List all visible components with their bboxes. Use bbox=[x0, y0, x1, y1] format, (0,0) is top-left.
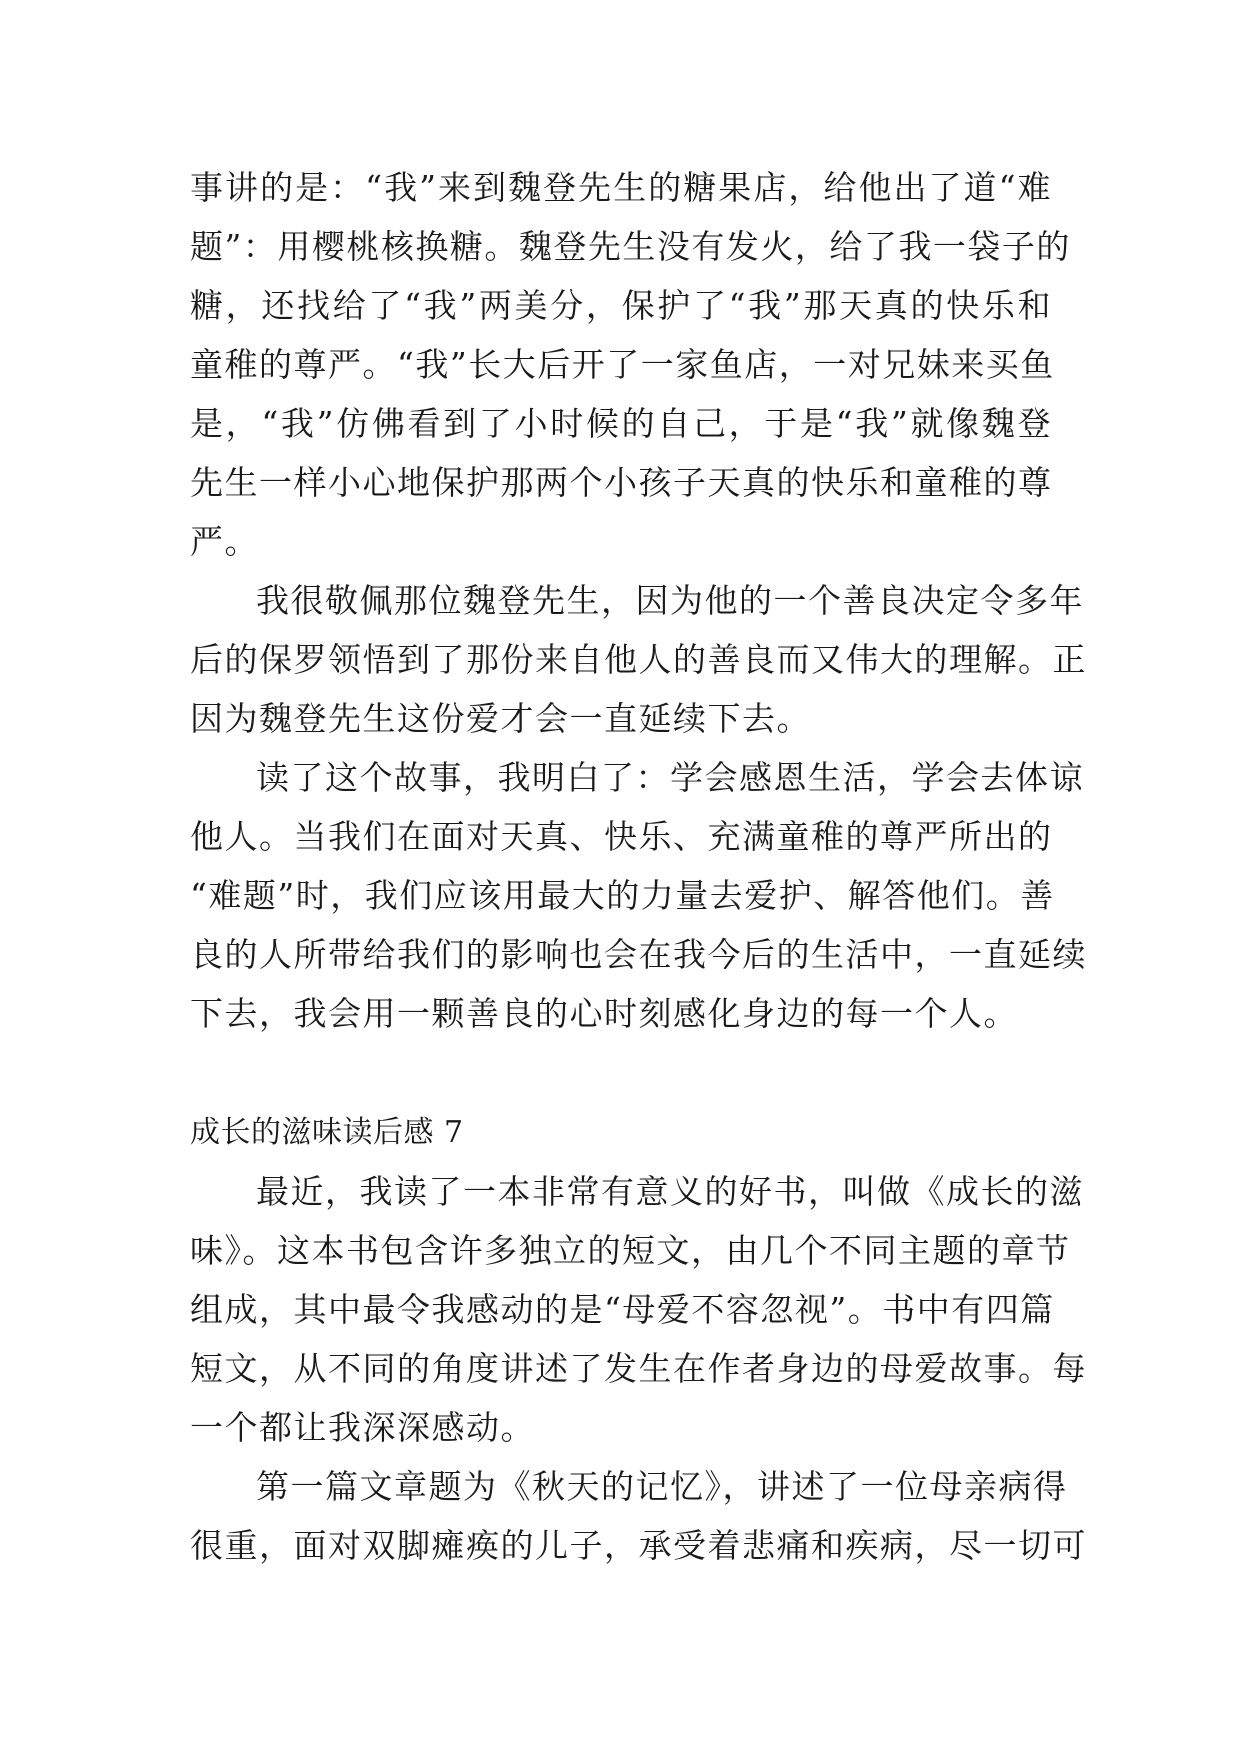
text-line: 最近，我读了一本非常有意义的好书，叫做《成长的滋 bbox=[256, 1172, 1084, 1211]
text-line: 先生一样小心地保护那两个小孩子天真的快乐和童稚的尊 bbox=[190, 463, 1053, 502]
paragraph-first-article bbox=[190, 1457, 1087, 1575]
text-line: 是，“我”仿佛看到了小时候的自己，于是“我”就像魏登 bbox=[190, 404, 1052, 443]
paragraph-admiration bbox=[190, 571, 1087, 748]
text-line: 组成，其中最令我感动的是“母爱不容忽视”。书中有四篇 bbox=[190, 1290, 1055, 1329]
text-line: 良的人所带给我们的影响也会在我今后的生活中，一直延续 bbox=[190, 935, 1087, 974]
text-line: 题”：用樱桃核换糖。魏登先生没有发火，给了我一袋子的 bbox=[190, 227, 1071, 266]
text-line: 糖，还找给了“我”两美分，保护了“我”那天真的快乐和 bbox=[190, 286, 1052, 325]
text-line: 因为魏登先生这份爱才会一直延续下去。 bbox=[190, 699, 811, 738]
text-line: 后的保罗领悟到了那份来自他人的善良而又伟大的理解。正 bbox=[190, 640, 1087, 679]
text-line: 味》。这本书包含许多独立的短文，由几个不同主题的章节 bbox=[190, 1231, 1071, 1270]
section-heading: 成长的滋味读后感 7 bbox=[190, 1115, 464, 1150]
paragraph-story-summary bbox=[190, 158, 1071, 571]
text-line: 下去，我会用一颗善良的心时刻感化身边的每一个人。 bbox=[190, 994, 1018, 1033]
text-line: “难题”时，我们应该用最大的力量去爱护、解答他们。善 bbox=[190, 876, 1055, 915]
text-line: 事讲的是：“我”来到魏登先生的糖果店，给他出了道“难 bbox=[190, 168, 1052, 207]
paragraph-lesson bbox=[190, 748, 1087, 1043]
document-body bbox=[190, 158, 1087, 1575]
text-line: 短文，从不同的角度讲述了发生在作者身边的母爱故事。每 bbox=[190, 1349, 1087, 1388]
paragraph-book-intro bbox=[190, 1162, 1087, 1457]
text-line: 第一篇文章题为《秋天的记忆》，讲述了一位母亲病得 bbox=[256, 1467, 1068, 1506]
text-line: 他人。当我们在面对天真、快乐、充满童稚的尊严所出的 bbox=[190, 817, 1053, 856]
text-line: 一个都让我深深感动。 bbox=[190, 1408, 535, 1447]
text-line: 童稚的尊严。“我”长大后开了一家鱼店，一对兄妹来买鱼 bbox=[190, 345, 1055, 384]
text-line: 严。 bbox=[190, 522, 259, 561]
text-line: 我很敬佩那位魏登先生，因为他的一个善良决定令多年 bbox=[256, 581, 1084, 620]
section-heading-wrap bbox=[190, 1103, 1052, 1162]
text-line: 读了这个故事，我明白了：学会感恩生活，学会去体谅 bbox=[256, 758, 1084, 797]
text-line: 很重，面对双脚瘫痪的儿子，承受着悲痛和疾病，尽一切可 bbox=[190, 1526, 1087, 1565]
